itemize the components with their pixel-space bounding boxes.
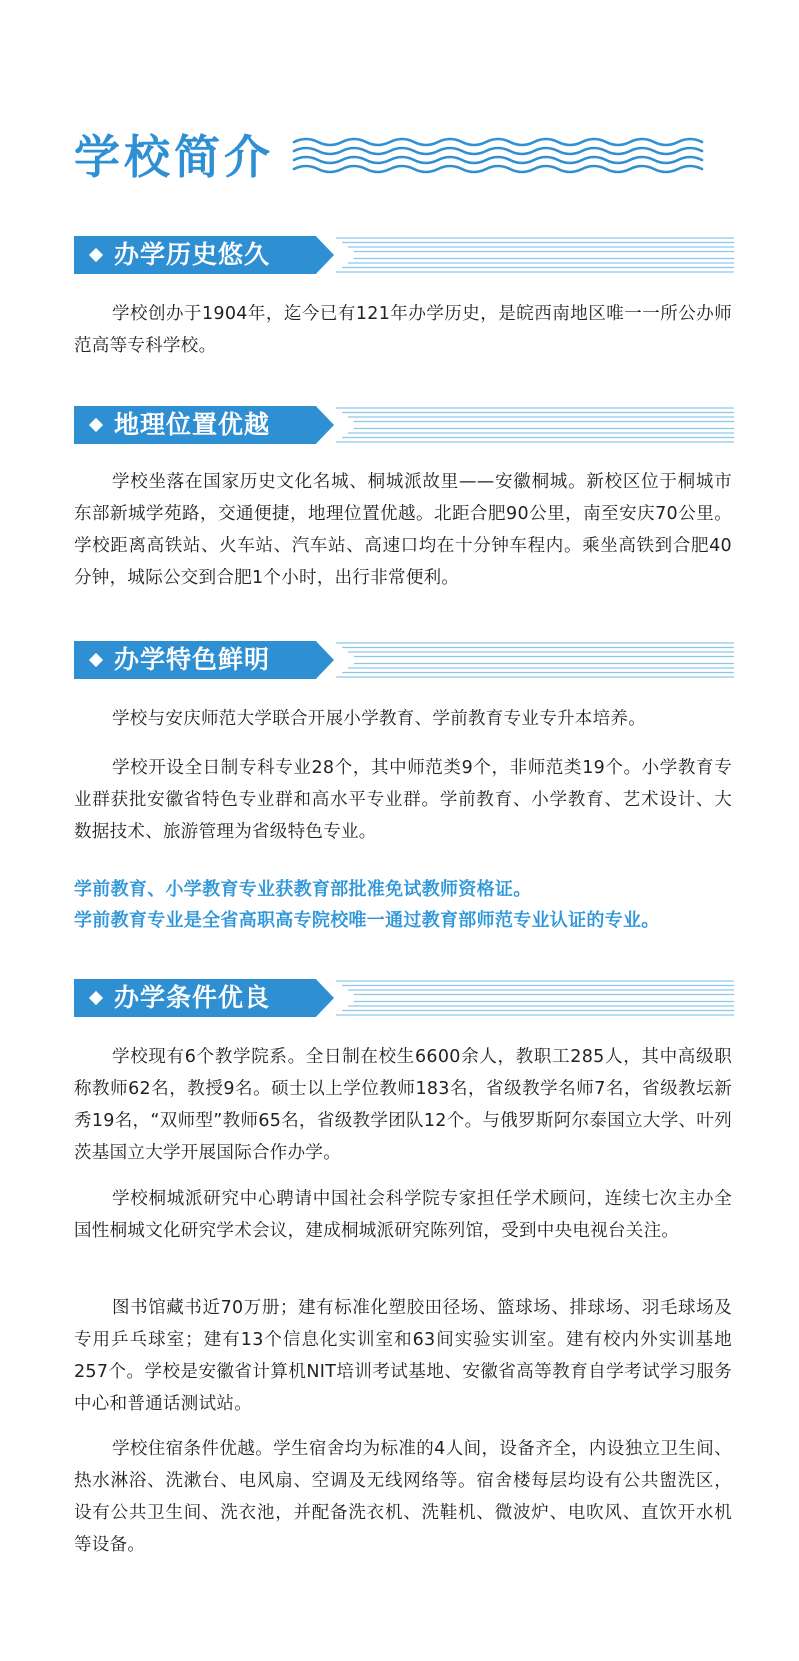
wave-decoration: [292, 136, 708, 174]
section-header-features: [74, 641, 734, 679]
section-title: 办学特色鲜明: [114, 645, 271, 674]
stripes-decoration: [336, 641, 736, 679]
paragraph: 学校桐城派研究中心聘请中国社会科学院专家担任学术顾问，连续七次主办全国性桐城文化研究学术会议，建成桐城派研究陈列馆，受到中央电视台关注。: [74, 1189, 732, 1241]
paragraph: 学校坐落在国家历史文化名城、桐城派故里——安徽桐城。新校区位于桐城市东部新城学苑路，交通便捷，地理位置优越。北距合肥90公里，南至安庆70公里。学校距离高铁站、火车站、汽车站、高速口均在十分钟车程内。乘坐高铁到合肥40分钟，城际公交到合肥1个小时，出行非常便利。: [74, 472, 732, 588]
page-title: 学校简介: [74, 130, 274, 184]
highlight-text: 学前教育、小学教育专业获教育部批准免试教师资格证。: [74, 879, 532, 900]
section-header-conditions: [74, 979, 734, 1017]
section-header-history: [74, 236, 734, 274]
paragraph: 学校住宿条件优越。学生宿舍均为标准的4人间，设备齐全，内设独立卫生间、热水淋浴、洗漱台、电风扇、空调及无线网络等。宿舍楼每层均设有公共盥洗区，设有公共卫生间、洗衣池，并配备洗衣机、洗鞋机、微波炉、电吹风、直饮开水机等设备。: [74, 1439, 732, 1555]
section-title: 办学历史悠久: [114, 240, 271, 269]
highlight-text: 学前教育专业是全省高职高专院校唯一通过教育部师范专业认证的专业。: [74, 910, 660, 931]
stripes-decoration: [336, 236, 736, 274]
stripes-decoration: [336, 406, 736, 444]
section-title: 地理位置优越: [114, 410, 271, 439]
section-title: 办学条件优良: [114, 983, 271, 1012]
paragraph: 学校与安庆师范大学联合开展小学教育、学前教育专业专升本培养。: [112, 709, 646, 729]
section-header-location: [74, 406, 734, 444]
paragraph: 学校现有6个教学院系。全日制在校生6600余人，教职工285人，其中高级职称教师62名，教授9名。硕士以上学位教师183名，省级教学名师7名，省级教坛新秀19名，“双师型”教师65名，省级教学团队12个。与俄罗斯阿尔泰国立大学、叶列茨基国立大学开展国际合作办学。: [74, 1047, 732, 1163]
stripes-decoration: [336, 979, 736, 1017]
paragraph: 图书馆藏书近70万册；建有标准化塑胶田径场、篮球场、排球场、羽毛球场及专用乒乓球室；建有13个信息化实训室和63间实验实训室。建有校内外实训基地257个。学校是安徽省计算机NIT培训考试基地、安徽省高等教育自学考试学习服务中心和普通话测试站。: [74, 1298, 732, 1414]
paragraph: 学校创办于1904年，迄今已有121年办学历史，是皖西南地区唯一一所公办师范高等专科学校。: [74, 304, 732, 356]
paragraph: 学校开设全日制专科专业28个，其中师范类9个，非师范类19个。小学教育专业群获批安徽省特色专业群和高水平专业群。学前教育、小学教育、艺术设计、大数据技术、旅游管理为省级特色专业。: [74, 758, 732, 842]
